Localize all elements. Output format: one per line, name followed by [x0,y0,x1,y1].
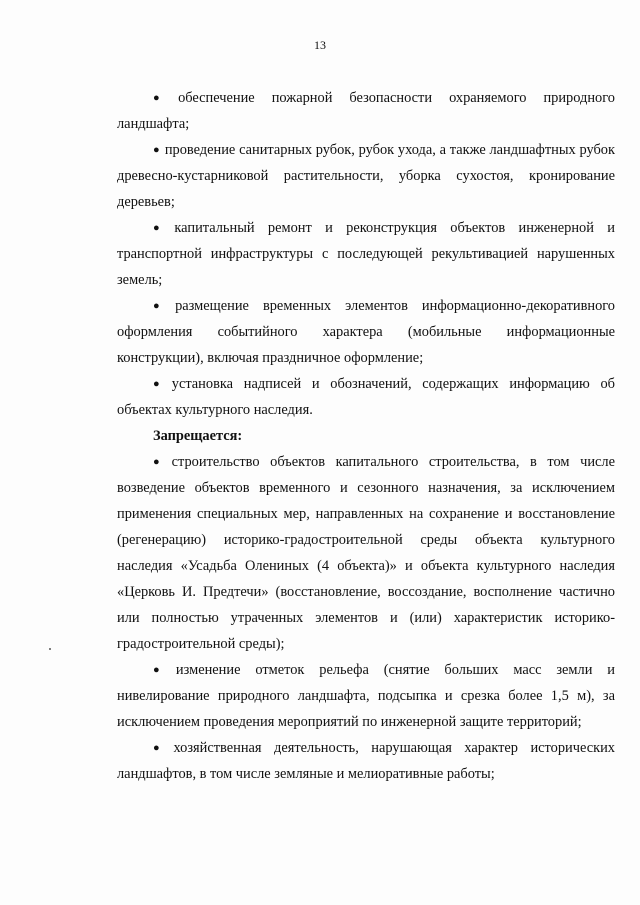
list-item-text: проведение санитарных рубок, рубок ухода, а также ландшафтных рубок древесно-кустарниковой растительности, уборка сухостоя, кронирование деревьев; [117,142,615,210]
list-item-text: капитальный ремонт и реконструкция объектов инженерной и транспортной инфраструктуры с последующей рекультивацией нарушенных земель; [117,220,615,288]
list-item-text: размещение временных элементов информационно-декоративного оформления событийного характера (мобильные информационные конструкции), включая праздничное оформление; [117,298,615,366]
section-heading: Запрещается: [153,428,243,444]
list-item [117,215,615,293]
list-item-text: хозяйственная деятельность, нарушающая характер исторических ландшафтов, в том числе земляные и мелиоративные работы; [117,740,615,782]
list-item [117,735,615,787]
bullet-icon: ● [153,144,160,156]
document-body [117,85,615,787]
list-item [117,371,615,423]
bullet-icon: ● [153,664,171,676]
list-item [117,657,615,735]
scan-speck [49,648,51,650]
list-item [117,449,615,657]
bullet-icon: ● [153,222,170,234]
bullet-icon: ● [153,92,174,104]
list-item [117,137,615,215]
list-item-text: обеспечение пожарной безопасности охраняемого природного ландшафта; [117,90,615,132]
bullet-icon: ● [153,456,167,468]
list-item [117,85,615,137]
bullet-icon: ● [153,742,169,754]
list-item [117,293,615,371]
page-number: 13 [314,38,326,52]
bullet-icon: ● [153,378,167,390]
list-item-text: строительство объектов капитального строительства, в том числе возведение объектов временного и сезонного назначения, за исключением применения специальных мер, направленных на сохранение и восстановление (регенерацию) историко-градостроительной среды объекта культурного наследия «Усадьба Олениных (4 объекта)» и объекта культурного наследия «Церковь И. Предтечи» (восстановление, воссоздание, восполнение частично или полностью утраченных элементов и (или) характеристик историко-градостроительной среды); [117,454,615,652]
bullet-icon: ● [153,300,171,312]
list-item-text: установка надписей и обозначений, содержащих информацию об объектах культурного наследия. [117,376,615,418]
list-item-text: изменение отметок рельефа (снятие больших масс земли и нивелирование природного ландшафта, подсыпка и срезка более 1,5 м), за исключением проведения мероприятий по инженерной защите территорий; [117,662,615,730]
